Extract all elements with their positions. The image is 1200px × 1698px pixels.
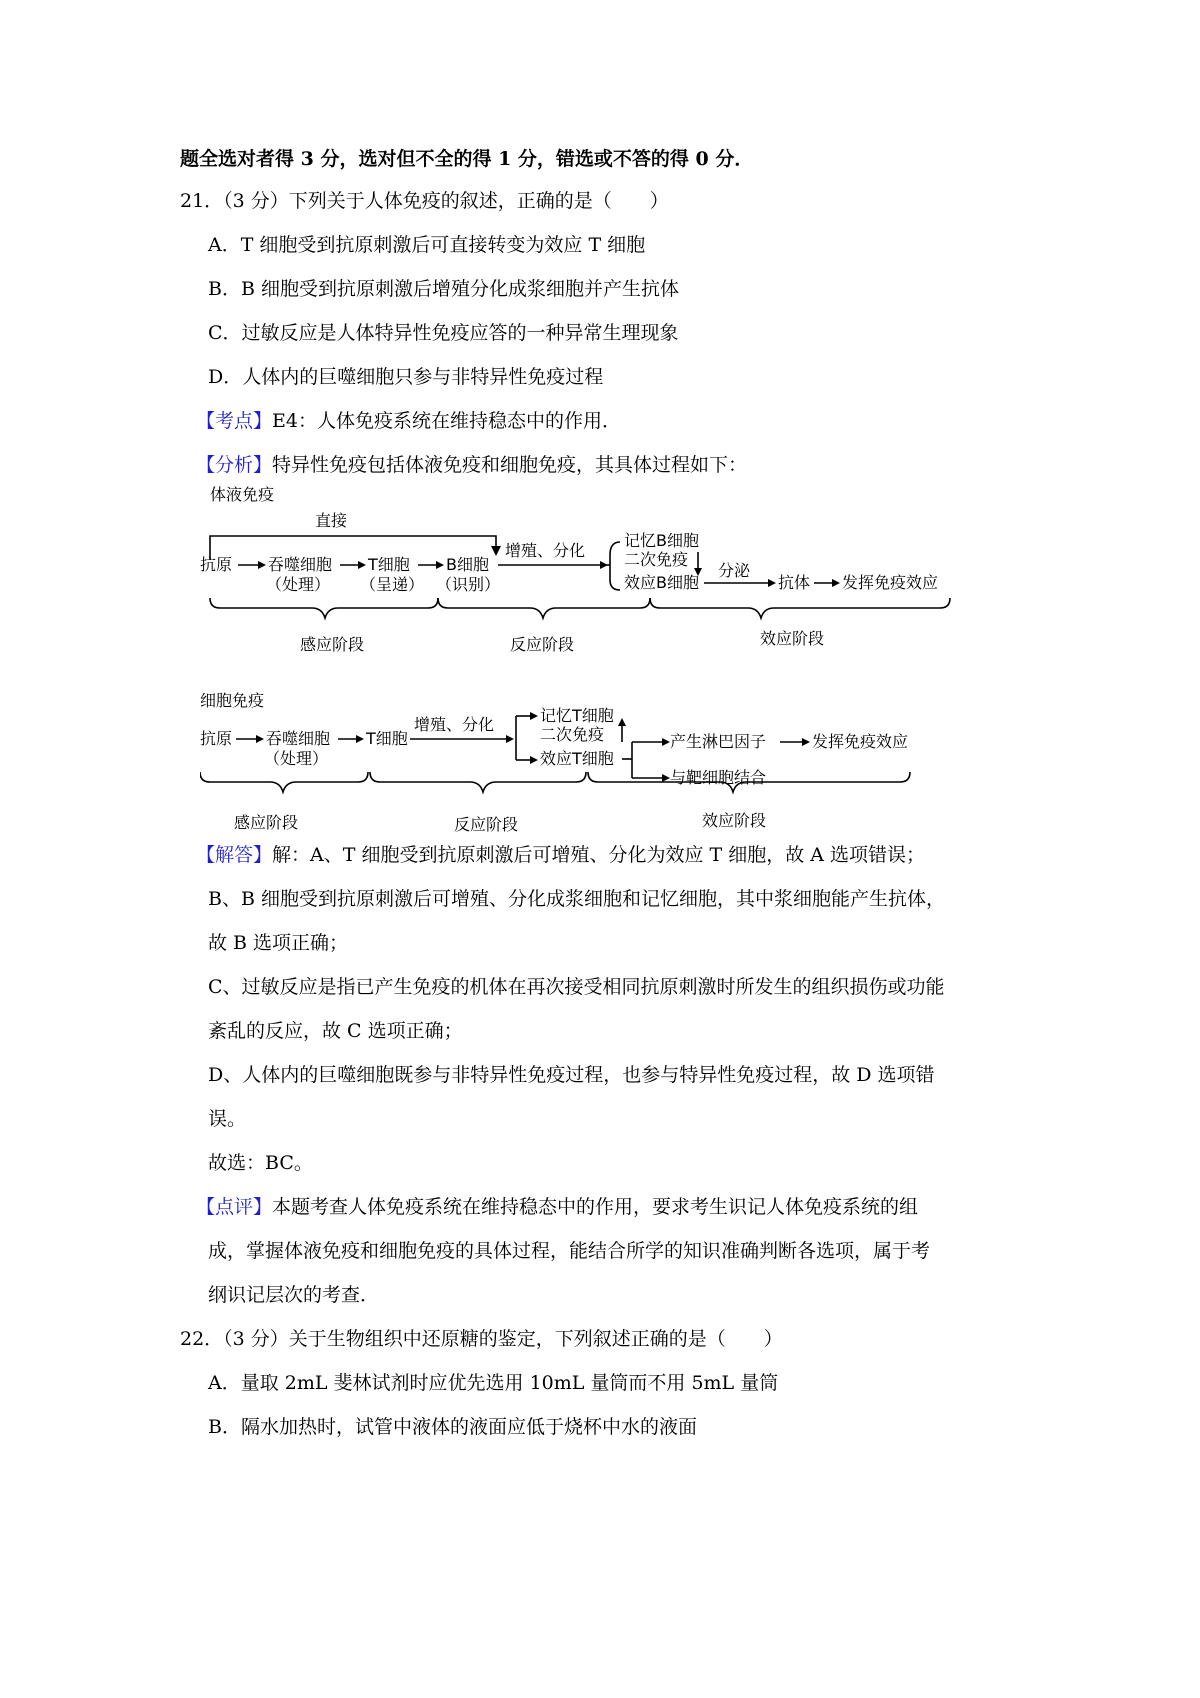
dianping-text-1: 成，掌握体液免疫和细胞免疫的具体过程，能结合所学的知识准确判断各选项，属于考 xyxy=(208,1240,931,1262)
jieda-text-0: 解：A、T 细胞受到抗原刺激后可增殖、分化为效应 T 细胞，故 A 选项错误； xyxy=(272,844,926,866)
cellular-macrophage-note: （处理） xyxy=(264,749,329,768)
humoral-title: 体液免疫 xyxy=(210,485,275,504)
cellular-tcell: T细胞 xyxy=(366,729,408,748)
c-stage-brace-1 xyxy=(200,772,368,792)
question-21-option-b: B．B 细胞受到抗原刺激后增殖分化成浆细胞并产生抗体 xyxy=(208,278,679,300)
humoral-memory: 记忆B细胞 xyxy=(624,531,699,550)
humoral-tcell-note: （呈递） xyxy=(360,575,425,594)
dianping-line xyxy=(196,1194,918,1220)
jieda-text-4: 紊乱的反应，故 C 选项正确； xyxy=(208,1020,463,1042)
humoral-stage-3: 效应阶段 xyxy=(760,629,825,648)
scoring-rule-text: 题全选对者得 3 分，选对但不全的得 1 分，错选或不答的得 0 分． xyxy=(180,148,754,170)
cellular-stage-2: 反应阶段 xyxy=(454,815,519,834)
cellular-immunity-diagram xyxy=(200,686,1060,836)
cellular-lymphokine: 产生淋巴因子 xyxy=(670,732,767,751)
stage-brace-3 xyxy=(650,598,950,618)
humoral-prolif-label: 增殖、分化 xyxy=(505,541,586,560)
humoral-antibody: 抗体 xyxy=(778,573,811,592)
humoral-immunity-diagram xyxy=(200,480,1060,680)
cellular-prolif-label: 增殖、分化 xyxy=(414,715,495,734)
cellular-target: 与靶细胞结合 xyxy=(670,768,767,787)
cellular-antigen: 抗原 xyxy=(200,729,233,748)
stage-brace-2 xyxy=(438,598,650,618)
c-stage-brace-2 xyxy=(370,772,586,792)
cellular-secondary: 二次免疫 xyxy=(540,725,605,744)
jieda-line xyxy=(196,842,925,868)
cellular-effect: 发挥免疫效应 xyxy=(812,732,909,751)
cellular-macrophage: 吞噬细胞 xyxy=(266,729,331,748)
humoral-macrophage: 吞噬细胞 xyxy=(268,555,333,574)
question-21-stem: 21．（3 分）下列关于人体免疫的叙述，正确的是（ ） xyxy=(180,190,669,212)
kaodian-tag: 【考点】 xyxy=(196,410,273,432)
humoral-bcell-note: （识别） xyxy=(436,575,501,594)
humoral-stage-1: 感应阶段 xyxy=(300,635,365,654)
question-22-stem: 22．（3 分）关于生物组织中还原糖的鉴定，下列叙述正确的是（ ） xyxy=(180,1328,783,1350)
answer-line: 故选：BC。 xyxy=(208,1152,313,1174)
jieda-text-5: D、人体内的巨噬细胞既参与非特异性免疫过程，也参与特异性免疫过程，故 D 选项错 xyxy=(208,1064,935,1086)
cellular-stage-1: 感应阶段 xyxy=(234,813,299,832)
split-brace xyxy=(610,542,620,590)
humoral-bcell: B细胞 xyxy=(446,555,489,574)
cellular-stage-3: 效应阶段 xyxy=(702,811,767,830)
fenxi-line xyxy=(196,452,747,478)
humoral-effector: 效应B细胞 xyxy=(624,573,699,592)
humoral-tcell: T细胞 xyxy=(368,555,410,574)
humoral-antigen: 抗原 xyxy=(200,555,233,574)
cellular-memory: 记忆T细胞 xyxy=(540,706,614,725)
question-22-option-b: B．隔水加热时，试管中液体的液面应低于烧杯中水的液面 xyxy=(208,1416,697,1438)
stage-brace-1 xyxy=(210,598,438,618)
dianping-tag: 【点评】 xyxy=(196,1196,273,1218)
humoral-secrete-label: 分泌 xyxy=(718,561,751,580)
direct-label: 直接 xyxy=(315,511,348,530)
fenxi-tag: 【分析】 xyxy=(196,454,273,476)
cellular-title: 细胞免疫 xyxy=(200,691,265,710)
humoral-secondary: 二次免疫 xyxy=(624,550,689,569)
question-21-option-c: C．过敏反应是人体特异性免疫应答的一种异常生理现象 xyxy=(208,322,679,344)
kaodian-line xyxy=(196,408,621,434)
question-21-option-d: D．人体内的巨噬细胞只参与非特异性免疫过程 xyxy=(208,366,604,388)
direct-arrowhead xyxy=(491,546,501,556)
kaodian-text: E4：人体免疫系统在维持稳态中的作用． xyxy=(272,410,621,432)
dianping-text-0: 本题考查人体免疫系统在维持稳态中的作用，要求考生识记人体免疫系统的组 xyxy=(272,1196,919,1218)
question-22-option-a: A．量取 2mL 斐林试剂时应优先选用 10mL 量筒而不用 5mL 量筒 xyxy=(208,1372,779,1394)
jieda-text-2: 故 B 选项正确； xyxy=(208,932,349,954)
jieda-text-1: B、B 细胞受到抗原刺激后可增殖、分化成浆细胞和记忆细胞，其中浆细胞能产生抗体， xyxy=(208,888,945,910)
cellular-effector: 效应T细胞 xyxy=(540,749,614,768)
humoral-macrophage-note: （处理） xyxy=(266,575,331,594)
humoral-stage-2: 反应阶段 xyxy=(510,635,575,654)
jieda-text-6: 误。 xyxy=(208,1108,247,1130)
jieda-tag: 【解答】 xyxy=(196,844,273,866)
dianping-text-2: 纲识记层次的考查． xyxy=(208,1284,380,1306)
question-21-option-a: A．T 细胞受到抗原刺激后可直接转变为效应 T 细胞 xyxy=(208,234,646,256)
jieda-text-3: C、过敏反应是指已产生免疫的机体在再次接受相同抗原刺激时所发生的组织损伤或功能 xyxy=(208,976,945,998)
humoral-effect: 发挥免疫效应 xyxy=(842,573,939,592)
fenxi-text: 特异性免疫包括体液免疫和细胞免疫，其具体过程如下： xyxy=(272,454,748,476)
